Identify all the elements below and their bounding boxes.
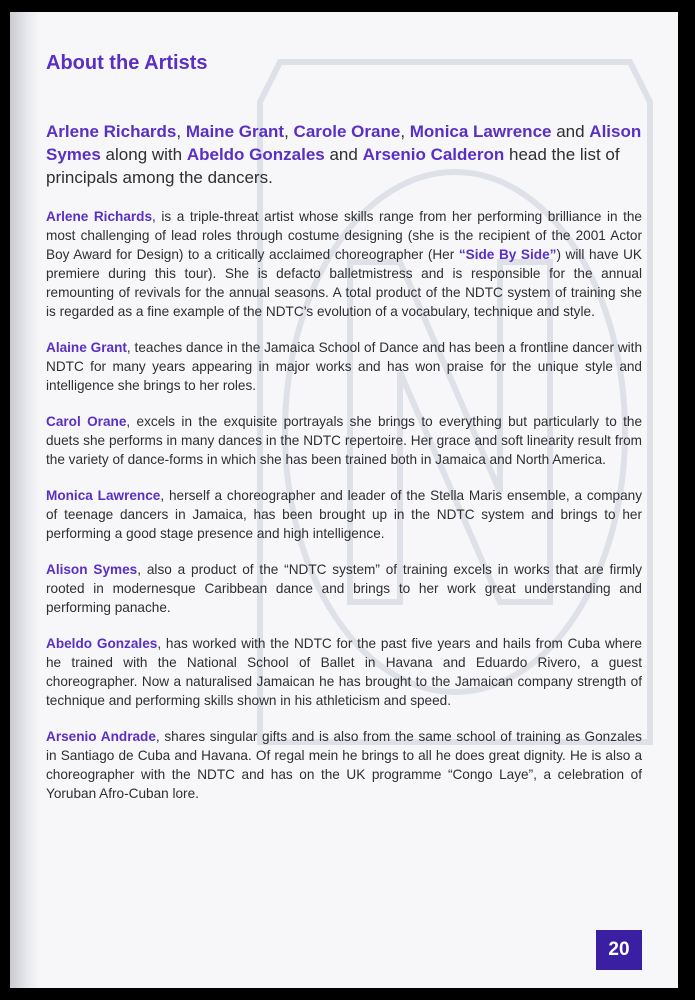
artist-name: Alison Symes (46, 122, 642, 164)
bio-text: , herself a choreographer and leader of the Stella Maris ensemble, a company of teenage dancers in Jamaica, has been brought up in the NDTC system and brings to her performing a good stage presence and high intelligence. (46, 488, 642, 541)
intro-paragraph (46, 120, 642, 189)
artist-name: Carole Orane (293, 122, 401, 141)
intro-text: , (400, 122, 410, 141)
page-spine-shadow (10, 12, 40, 988)
bio-monica-lawrence (46, 486, 642, 543)
page-number: 20 (596, 930, 642, 970)
bio-name: Arsenio Andrade (46, 729, 156, 744)
bio-arsenio-andrade (46, 727, 642, 803)
page-title: About the Artists (46, 52, 208, 74)
intro-text: , (284, 122, 294, 141)
bio-name: Alison Symes (46, 562, 138, 577)
bio-name: Alaine Grant (46, 340, 127, 355)
intro-text: along with (100, 145, 187, 164)
bio-text: , has worked with the NDTC for the past five years and hails from Cuba where he trained with the National School of Ballet in Havana and Eduardo Rivero, a guest choreographer. Now a naturalised Jamaican he has brought to the Jamaican company strength of technique and performing skills shown in his athleticism and speed. (46, 636, 642, 708)
work-title: “Side By Side” (458, 247, 557, 262)
bio-name: Carol Orane (46, 414, 127, 429)
intro-text: and (551, 122, 590, 141)
artist-name: Monica Lawrence (409, 122, 552, 141)
intro-text: head the list of principals among the dancers. (46, 145, 620, 187)
bio-carol-orane (46, 412, 642, 469)
bio-text: , excels in the exquisite portrayals she brings to everything but particularly to the duets she performs in many dances in the NDTC repertoire. Her grace and soft linearity result from the variety of dance-forms in which she has been trained both in Jamaica and North America. (46, 414, 643, 467)
bio-name: Arlene Richards (46, 209, 153, 224)
bio-text: ) will have UK premiere during this tour). She is defacto balletmistress and is responsible for the annual remounting of revivals for the annual seasons. A total product of the NDTC system of training she is regarded as a fine example of the NDTC’s evolution of a vocabulary, technique and style. (46, 247, 642, 319)
bio-name: Abeldo Gonzales (46, 636, 158, 651)
bio-name: Monica Lawrence (46, 488, 161, 503)
bio-alaine-grant (46, 338, 642, 395)
bio-abeldo-gonzales (46, 634, 642, 710)
bio-alison-symes (46, 560, 642, 617)
bio-text: , is a triple-threat artist whose skills range from her performing brilliance in the most challenging of lead roles through costume designing (she is the recipient of the 2001 Actor Boy Award for Design) to a critically acclaimed choreographer (Her (46, 209, 642, 262)
article-body (46, 52, 642, 820)
intro-text: , (176, 122, 186, 141)
bio-text: , shares singular gifts and is also from the same school of training as Gonzales in Santiago de Cuba and Havana. Of regal mein he brings to all he does great dignity. He is also a choreographer with the NDTC and has on the UK programme “Congo Laye”, a celebration of Yoruban Afro-Cuban lore. (46, 729, 642, 801)
bio-text: , teaches dance in the Jamaica School of Dance and has been a frontline dancer with NDTC for many years appearing in major works and has won praise for the unique style and intelligence she brings to her roles. (46, 340, 643, 393)
booklet-page (10, 12, 678, 988)
bio-text: , also a product of the “NDTC system” of training excels in works that are firmly rooted in modernesque Caribbean dance and brings to her work great understanding and performing panache. (46, 562, 642, 615)
artist-name: Arsenio Calderon (362, 145, 505, 164)
artist-name: Arlene Richards (46, 122, 177, 141)
bio-arlene-richards (46, 207, 642, 321)
artist-name: Maine Grant (185, 122, 285, 141)
intro-text: and (324, 145, 363, 164)
artist-name: Abeldo Gonzales (186, 145, 325, 164)
